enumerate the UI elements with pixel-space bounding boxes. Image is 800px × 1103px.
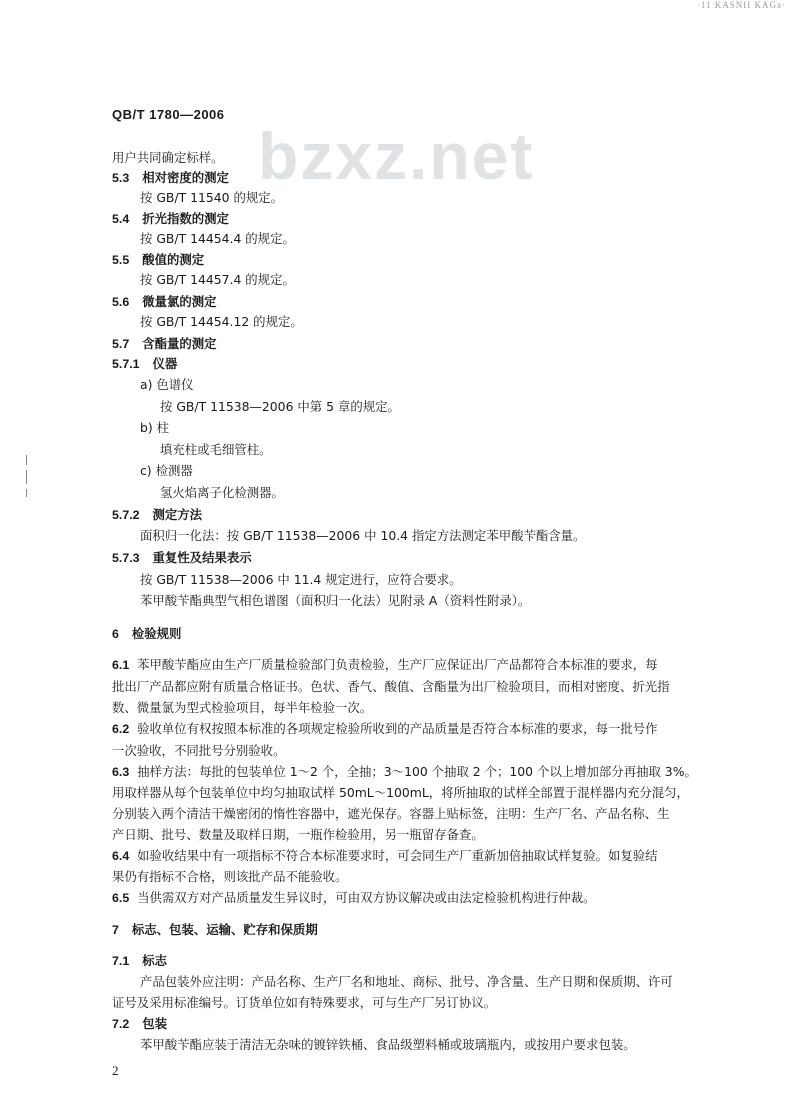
text-line: 批出厂产品都应附有质量合格证书。色状、香气、酸值、含酯量为出厂检验项目，而相对密度、折光指 xyxy=(112,679,670,694)
section-heading: 7.1 标志 xyxy=(112,953,167,968)
text-line: 果仍有指标不合格，则该批产品不能验收。 xyxy=(112,869,348,884)
section-heading: 5.7.3 重复性及结果表示 xyxy=(112,550,252,565)
text-line: 面积归一化法：按 GB/T 11538—2006 中 10.4 指定方法测定苯甲酸苄酯含量。 xyxy=(140,528,586,543)
section-heading: 5.7 含酯量的测定 xyxy=(112,336,217,351)
text-line: 6.1 苯甲酸苄酯应由生产厂质量检验部门负责检验，生产厂应保证出厂产品都符合本标准的要求，每 xyxy=(112,657,658,672)
text-line: 按 GB/T 14454.12 的规定。 xyxy=(140,314,303,329)
text-line: 6.4 如验收结果中有一项指标不符合本标准要求时，可会同生产厂重新加倍抽取试样复验。如复验结 xyxy=(112,848,658,863)
watermark: bzxz.net xyxy=(258,119,535,193)
margin-marks xyxy=(26,455,32,515)
text-line: 按 GB/T 11540 的规定。 xyxy=(140,190,284,205)
section-heading: 5.3 相对密度的测定 xyxy=(112,170,229,185)
list-item: b) 柱 xyxy=(140,420,170,435)
text-line: 苯甲酸苄酯应装于清洁无杂味的镀锌铁桶、食品级塑料桶或玻璃瓶内，或按用户要求包装。 xyxy=(140,1037,636,1052)
text-line: 产日期、批号、数量及取样日期，一瓶作检验用，另一瓶留存备查。 xyxy=(112,827,484,842)
section-heading: 5.7.2 测定方法 xyxy=(112,507,203,522)
text-line: 6.3 抽样方法：每批的包装单位 1～2 个，全抽；3～100 个抽取 2 个；100 个以上增加部分再抽取 3%。 xyxy=(112,764,697,779)
text-line: 用户共同确定标样。 xyxy=(112,150,224,165)
text-line: 用取样器从每个包装单位中均匀抽取试样 50mL～100mL，将所抽取的试样全部置于混样器内充分混匀， xyxy=(112,785,689,800)
list-item: c) 检测器 xyxy=(140,463,193,478)
text-line: 按 GB/T 11538—2006 中第 5 章的规定。 xyxy=(160,399,400,414)
standard-code: QB/T 1780—2006 xyxy=(112,107,225,122)
text-line: 产品包装外应注明：产品名称、生产厂名和地址、商标、批号、净含量、生产日期和保质期、许可 xyxy=(140,974,673,989)
text-line: 按 GB/T 11538—2006 中 11.4 规定进行，应符合要求。 xyxy=(140,572,462,587)
text-line: 按 GB/T 14457.4 的规定。 xyxy=(140,272,295,287)
text-line: 6.2 验收单位有权按照本标准的各项规定检验所收到的产品质量是否符合本标准的要求，每一批号作 xyxy=(112,721,658,736)
text-line: 数、微量氯为型式检验项目，每半年检验一次。 xyxy=(112,700,373,715)
list-item: a) 色谱仪 xyxy=(140,377,194,392)
section-heading: 5.5 酸值的测定 xyxy=(112,252,205,267)
section-heading: 5.6 微量氯的测定 xyxy=(112,294,217,309)
section-heading: 5.4 折光指数的测定 xyxy=(112,211,229,226)
text-line: 氢火焰离子化检测器。 xyxy=(160,485,284,500)
text-line: 苯甲酸苄酯典型气相色谱图（面积归一化法）见附录 A（资料性附录）。 xyxy=(140,593,531,608)
chapter-heading: 7 标志、包装、运输、贮存和保质期 xyxy=(112,922,318,937)
text-line: 按 GB/T 14454.4 的规定。 xyxy=(140,231,295,246)
section-heading: 7.2 包装 xyxy=(112,1016,167,1031)
chapter-heading: 6 检验规则 xyxy=(112,626,182,641)
text-line: 证号及采用标准编号。订货单位如有特殊要求，可与生产厂另订协议。 xyxy=(112,995,497,1010)
section-heading: 5.7.1 仪器 xyxy=(112,356,178,371)
text-line: 一次验收，不同批号分别验收。 xyxy=(112,743,286,758)
page-number: 2 xyxy=(112,1063,119,1078)
header-mark: ·11 KASNII KAGa· xyxy=(696,0,786,10)
text-line: 6.5 当供需双方对产品质量发生异议时，可由双方协议解决或由法定检验机构进行仲裁。 xyxy=(112,890,596,905)
text-line: 分别装入两个清洁干燥密闭的惰性容器中，遮光保存。容器上贴标签，注明：生产厂名、产品名称、生 xyxy=(112,806,670,821)
text-line: 填充柱或毛细管柱。 xyxy=(160,442,272,457)
